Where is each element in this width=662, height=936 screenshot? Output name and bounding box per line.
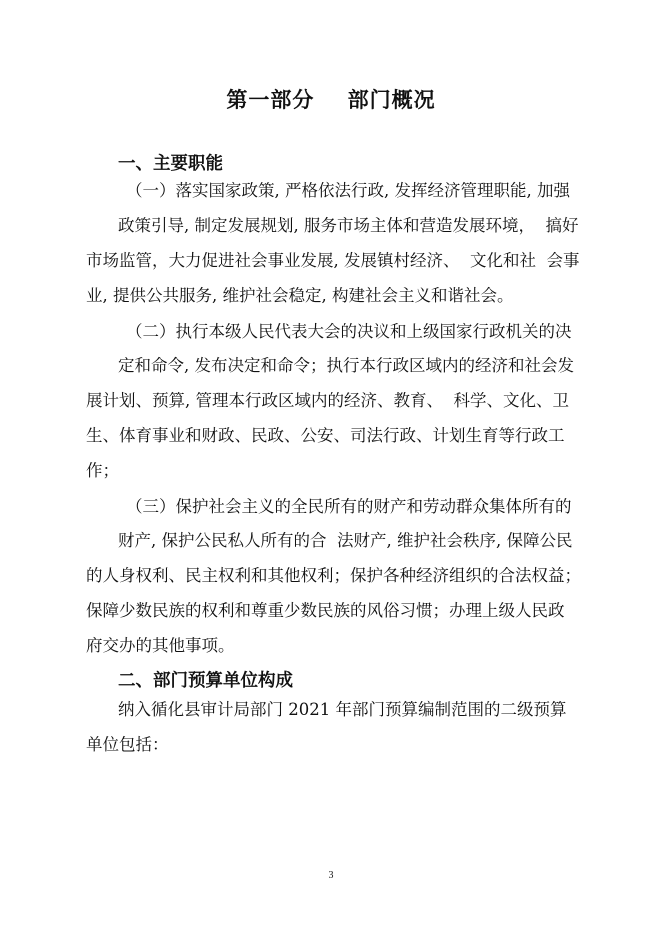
paragraph-3-line: 府交办的其他事项。: [86, 636, 235, 655]
paragraph-4-line: 单位包括：: [86, 735, 169, 754]
paragraph-3-line: （三）保护社会主义的全民所有的财产和劳动群众集体所有的: [126, 497, 572, 516]
paragraph-1-line: 业, 提供公共服务, 维护社会稳定, 构建社会主义和谐社会。: [86, 286, 514, 305]
paragraph-1-line: 政策引导, 制定发展规划, 服务市场主体和营造发展环境， 搞好: [118, 216, 579, 235]
paragraph-2-line: 定和命令, 发布决定和命令；执行本行政区域内的经济和社会发: [118, 356, 574, 375]
paragraph-2-line: 作；: [86, 461, 119, 480]
section-heading-budget-units: 二、部门预算单位构成: [118, 671, 293, 691]
paragraph-2-line: 展计划、预算, 管理本行政区域内的经济、教育、 科学、文化、卫: [86, 391, 569, 410]
paragraph-2-line: 生、体育事业和财政、民政、公安、司法行政、计划生育等行政工: [86, 426, 565, 445]
paragraph-4-line: 纳入循化县审计局部门 2021 年部门预算编制范围的二级预算: [118, 700, 567, 719]
page-number: 3: [328, 870, 334, 881]
paragraph-1-line: （一）落实国家政策, 严格依法行政, 发挥经济管理职能, 加强: [126, 181, 570, 200]
paragraph-2-line: （二）执行本级人民代表大会的决议和上级国家行政机关的决: [126, 322, 572, 341]
section-heading-main-functions: 一、主要职能: [118, 154, 223, 174]
paragraph-1-line: 市场监管，大力促进社会事业发展, 发展镇村经济、 文化和社 会事: [86, 251, 580, 270]
paragraph-3-line: 的人身权利、民主权利和其他权利；保护各种经济组织的合法权益；: [86, 566, 581, 585]
paragraph-3-line: 财产, 保护公民私人所有的合 法财产, 维护社会秩序, 保障公民: [118, 531, 573, 550]
paragraph-3-line: 保障少数民族的权利和尊重少数民族的风俗习惯；办理上级人民政: [86, 601, 565, 620]
page-title: 第一部分 部门概况: [226, 88, 436, 112]
